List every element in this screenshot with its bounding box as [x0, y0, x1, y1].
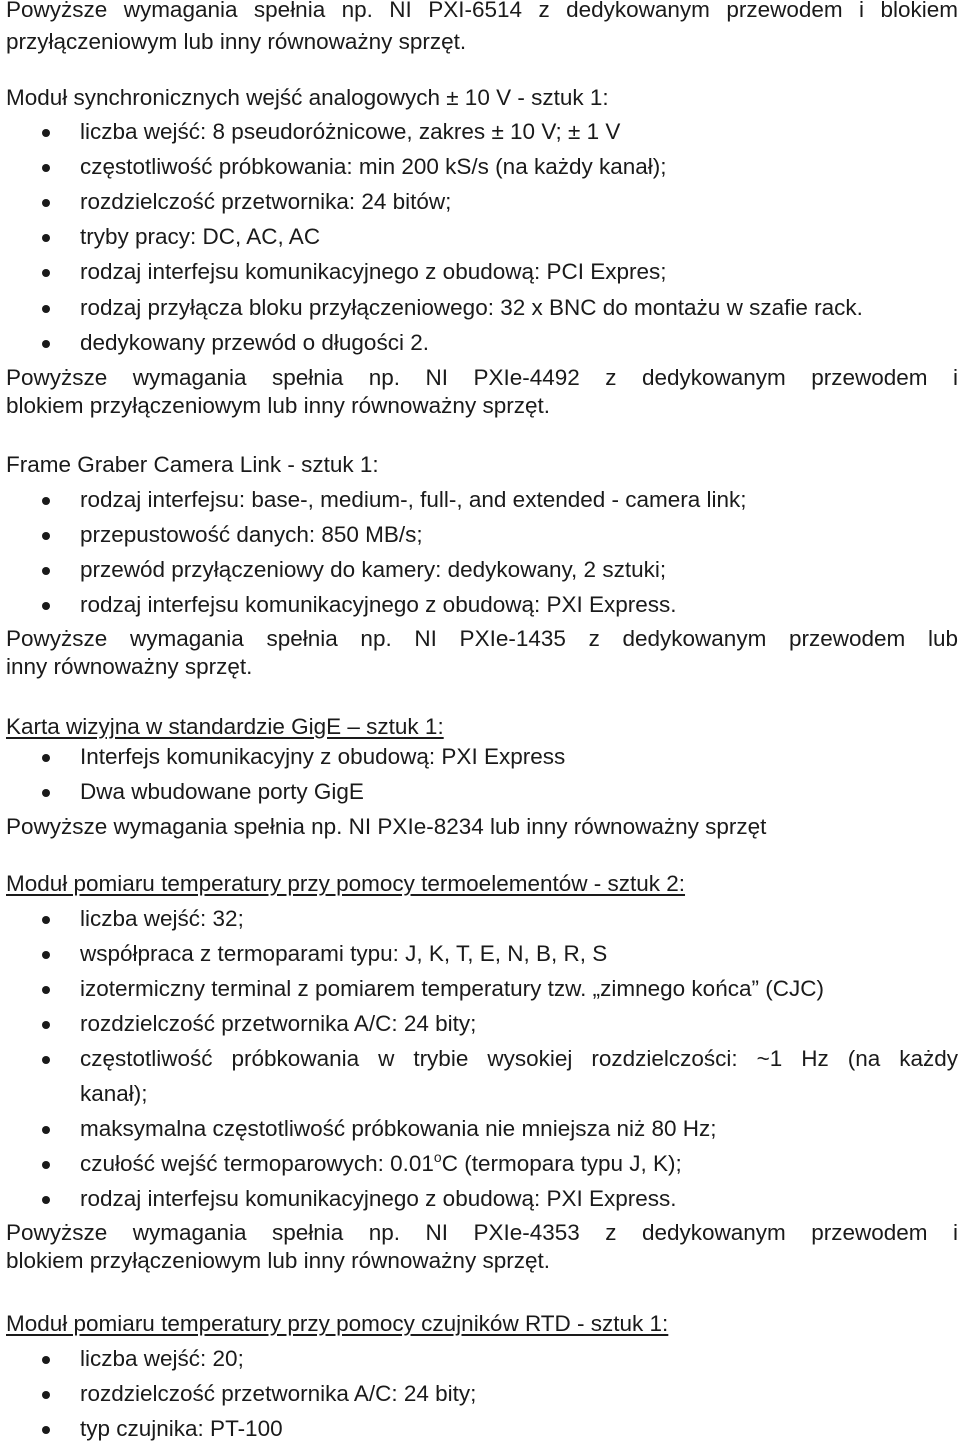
bullet-icon	[42, 305, 50, 313]
bullet-icon	[42, 129, 50, 137]
section-footer-line-1: Powyższe wymagania spełnia np. NI PXIe-1435 z dedykowanym przewodem lub	[6, 626, 958, 651]
bullet-icon	[42, 269, 50, 277]
section-footer-line-2: inny równoważny sprzęt.	[6, 654, 253, 679]
bullet-icon	[42, 497, 50, 505]
bullet-icon	[42, 1356, 50, 1364]
bullet-icon	[42, 986, 50, 994]
bullet-icon	[42, 234, 50, 242]
bullet-icon	[42, 164, 50, 172]
bullet-icon	[42, 1021, 50, 1029]
intro-line-2: przyłączeniowym lub inny równoważny sprzęt.	[6, 29, 467, 54]
section-heading-rtd: Moduł pomiaru temperatury przy pomocy czujników RTD - sztuk 1:	[6, 1311, 669, 1336]
section-heading-analog-inputs: Moduł synchronicznych wejść analogowych ± 10 V - sztuk 1:	[6, 85, 609, 110]
bullet-icon	[42, 1056, 50, 1064]
bullet-icon	[42, 1391, 50, 1399]
bullet-icon	[42, 951, 50, 959]
bullet-icon	[42, 532, 50, 540]
section-heading-gige-card: Karta wizyjna w standardzie GigE – sztuk 1:	[6, 714, 444, 739]
bullet-icon	[42, 1126, 50, 1134]
bullet-icon	[42, 340, 50, 348]
section-heading-thermocouple: Moduł pomiaru temperatury przy pomocy termoelementów - sztuk 2:	[6, 871, 686, 896]
bullet-icon	[42, 1196, 50, 1204]
section-heading-frame-grabber: Frame Graber Camera Link - sztuk 1:	[6, 452, 379, 477]
section-footer-line-2: blokiem przyłączeniowym lub inny równoważny sprzęt.	[6, 393, 550, 418]
bullet-icon	[42, 1161, 50, 1169]
bullet-icon	[42, 789, 50, 797]
bullet-icon	[42, 754, 50, 762]
section-footer-line-2: blokiem przyłączeniowym lub inny równoważny sprzęt.	[6, 1248, 550, 1273]
bullet-icon	[42, 199, 50, 207]
degree-superscript: o	[433, 1149, 442, 1165]
bullet-icon	[42, 1426, 50, 1434]
section-footer-line-1: Powyższe wymagania spełnia np. NI PXIe-4492 z dedykowanym przewodem i	[6, 365, 958, 390]
section-footer-line-1: Powyższe wymagania spełnia np. NI PXIe-8234 lub inny równoważny sprzęt	[6, 814, 767, 839]
bullet-icon	[42, 602, 50, 610]
bullet-icon	[42, 916, 50, 924]
bullet-icon	[42, 567, 50, 575]
intro-line-1: Powyższe wymagania spełnia np. NI PXI-6514 z dedykowanym przewodem i blokiem	[6, 0, 958, 22]
list-item-continuation: kanał);	[80, 1081, 148, 1106]
section-footer-line-1: Powyższe wymagania spełnia np. NI PXIe-4353 z dedykowanym przewodem i	[6, 1220, 958, 1245]
